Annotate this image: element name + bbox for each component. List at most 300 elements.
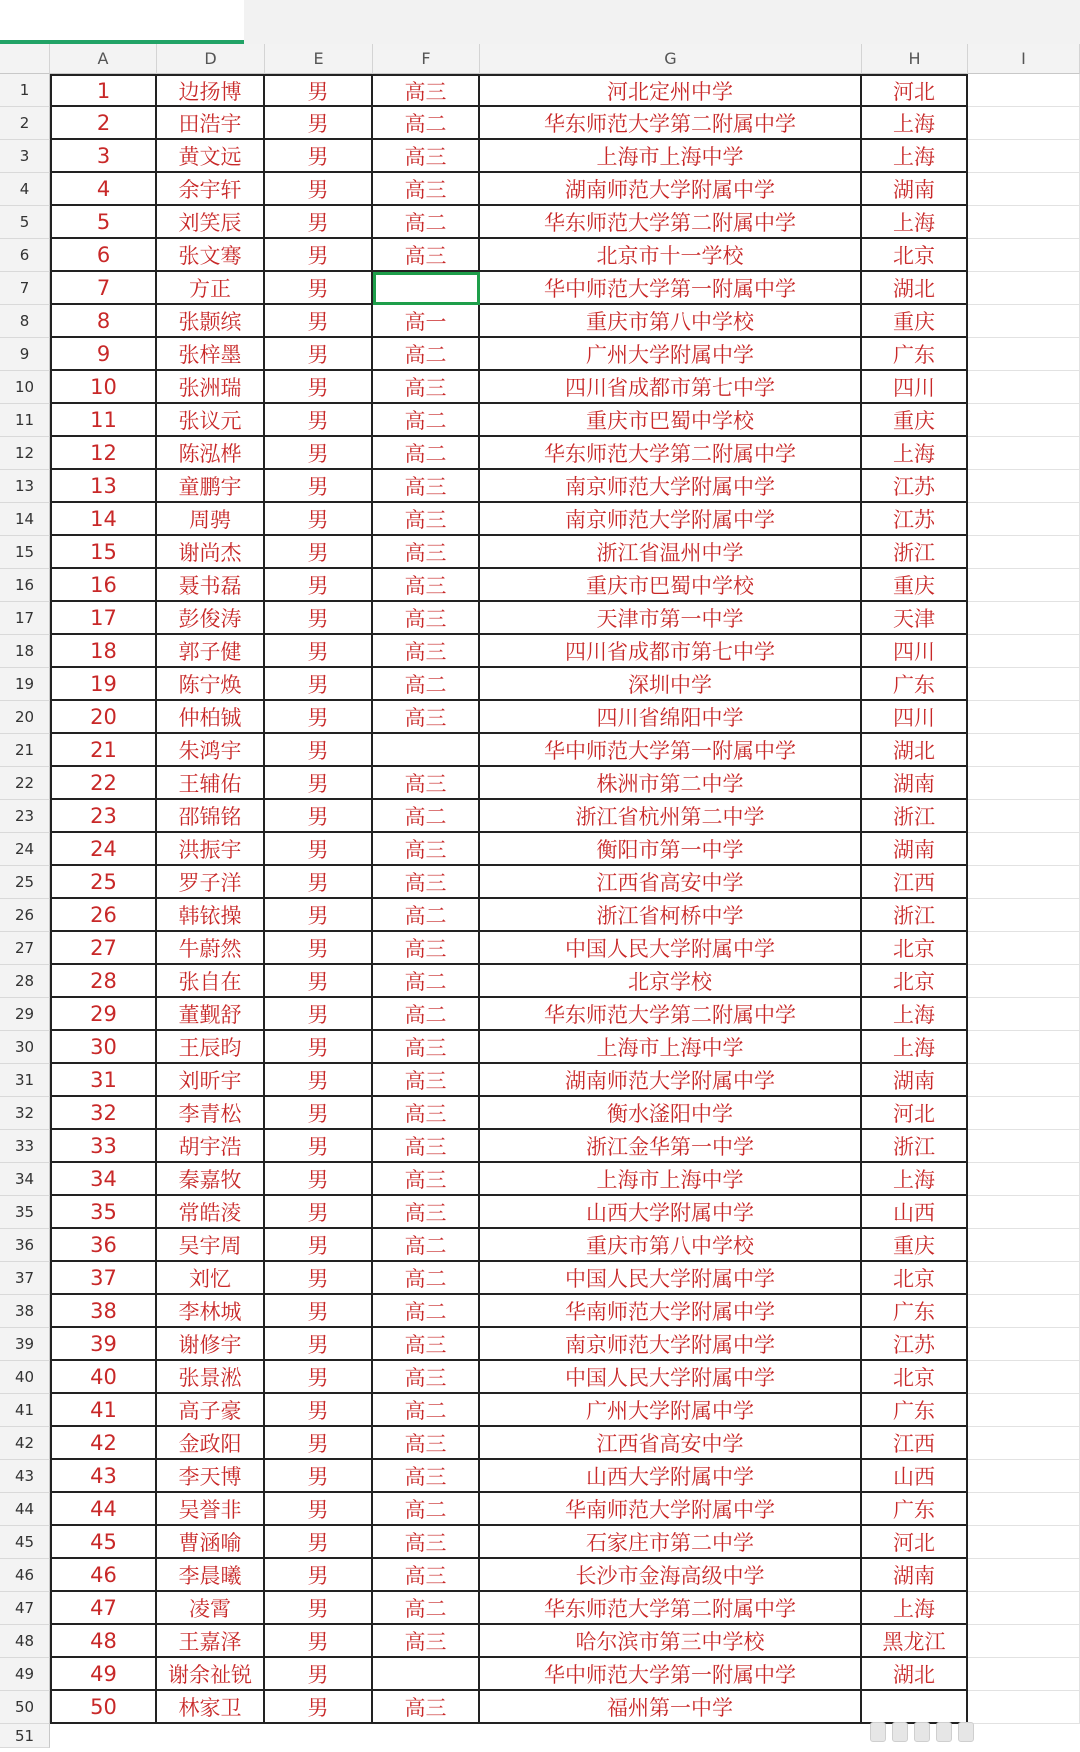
cell-name[interactable]: 李晨曦 (157, 1559, 265, 1592)
cell-gender[interactable]: 男 (265, 1592, 373, 1625)
cell-grade[interactable]: 高三 (373, 1526, 480, 1559)
cell-school[interactable]: 浙江省杭州第二中学 (480, 800, 862, 833)
cell-empty[interactable] (968, 767, 1080, 800)
cell-name[interactable]: 李青松 (157, 1097, 265, 1130)
cell-grade[interactable]: 高三 (373, 1559, 480, 1592)
select-all-corner[interactable] (0, 44, 50, 74)
cell-province[interactable]: 浙江 (862, 899, 968, 932)
row-header[interactable]: 41 (0, 1394, 50, 1427)
cell-grade[interactable]: 高二 (373, 107, 480, 140)
column-header-g[interactable]: G (480, 44, 862, 74)
row-header[interactable]: 10 (0, 371, 50, 404)
row-header[interactable]: 36 (0, 1229, 50, 1262)
cell-empty[interactable] (968, 1295, 1080, 1328)
cell-name[interactable]: 张议元 (157, 404, 265, 437)
cell-index[interactable]: 5 (50, 206, 157, 239)
row-header[interactable]: 14 (0, 503, 50, 536)
row-header[interactable]: 37 (0, 1262, 50, 1295)
cell-index[interactable]: 20 (50, 701, 157, 734)
cell-province[interactable]: 重庆 (862, 404, 968, 437)
cell-grade[interactable]: 高三 (373, 1163, 480, 1196)
cell-name[interactable]: 曹涵喻 (157, 1526, 265, 1559)
cell-name[interactable]: 董觐舒 (157, 998, 265, 1031)
cell-name[interactable]: 张梓墨 (157, 338, 265, 371)
row-header[interactable]: 35 (0, 1196, 50, 1229)
cell-index[interactable]: 50 (50, 1691, 157, 1724)
row-header[interactable]: 2 (0, 107, 50, 140)
cell-grade[interactable]: 高三 (373, 1130, 480, 1163)
cell-gender[interactable]: 男 (265, 668, 373, 701)
cell-grade[interactable] (373, 1658, 480, 1691)
cell-name[interactable]: 张文骞 (157, 239, 265, 272)
cell-province[interactable]: 上海 (862, 107, 968, 140)
row-header[interactable]: 34 (0, 1163, 50, 1196)
cell-gender[interactable]: 男 (265, 140, 373, 173)
row-header[interactable]: 11 (0, 404, 50, 437)
cell-school[interactable]: 重庆市第八中学校 (480, 1229, 862, 1262)
cell-grade[interactable]: 高三 (373, 1625, 480, 1658)
cell-empty[interactable] (968, 899, 1080, 932)
cell-index[interactable]: 17 (50, 602, 157, 635)
cell-grade[interactable]: 高三 (373, 1064, 480, 1097)
row-header[interactable]: 51 (0, 1724, 50, 1748)
cell-gender[interactable]: 男 (265, 1295, 373, 1328)
column-header-h[interactable]: H (862, 44, 968, 74)
cell-empty[interactable] (968, 470, 1080, 503)
cell-index[interactable]: 48 (50, 1625, 157, 1658)
cell-index[interactable]: 11 (50, 404, 157, 437)
cell-index[interactable]: 8 (50, 305, 157, 338)
cell-grade[interactable]: 高一 (373, 305, 480, 338)
cell-grade[interactable]: 高二 (373, 1295, 480, 1328)
cell-name[interactable]: 常皓淩 (157, 1196, 265, 1229)
cell-gender[interactable]: 男 (265, 800, 373, 833)
cell-name[interactable]: 王嘉泽 (157, 1625, 265, 1658)
cell-index[interactable]: 43 (50, 1460, 157, 1493)
cell-school[interactable]: 北京学校 (480, 965, 862, 998)
row-header[interactable]: 48 (0, 1625, 50, 1658)
cell-school[interactable]: 山西大学附属中学 (480, 1196, 862, 1229)
cell-gender[interactable]: 男 (265, 173, 373, 206)
cell-school[interactable]: 华南师范大学附属中学 (480, 1295, 862, 1328)
cell-province[interactable]: 天津 (862, 602, 968, 635)
cell-index[interactable]: 25 (50, 866, 157, 899)
cell-grade[interactable]: 高三 (373, 1031, 480, 1064)
cell-school[interactable]: 华中师范大学第一附属中学 (480, 734, 862, 767)
row-header[interactable]: 1 (0, 74, 50, 107)
cell-name[interactable]: 聂书磊 (157, 569, 265, 602)
cell-gender[interactable]: 男 (265, 1460, 373, 1493)
cell-name[interactable]: 周骋 (157, 503, 265, 536)
cell-school[interactable]: 衡阳市第一中学 (480, 833, 862, 866)
cell-name[interactable]: 吴宇周 (157, 1229, 265, 1262)
cell-grade[interactable]: 高二 (373, 1592, 480, 1625)
cell-gender[interactable]: 男 (265, 998, 373, 1031)
cell-index[interactable]: 4 (50, 173, 157, 206)
cell-name[interactable]: 王辰昀 (157, 1031, 265, 1064)
cell-school[interactable]: 华东师范大学第二附属中学 (480, 437, 862, 470)
cell-name[interactable]: 朱鸿宇 (157, 734, 265, 767)
row-header[interactable]: 15 (0, 536, 50, 569)
row-header[interactable]: 38 (0, 1295, 50, 1328)
row-header[interactable]: 49 (0, 1658, 50, 1691)
cell-empty[interactable] (968, 1460, 1080, 1493)
cell-name[interactable]: 罗子洋 (157, 866, 265, 899)
cell-grade[interactable]: 高三 (373, 1196, 480, 1229)
cell-grade[interactable] (373, 272, 480, 305)
cell-name[interactable]: 秦嘉牧 (157, 1163, 265, 1196)
cell-gender[interactable]: 男 (265, 1229, 373, 1262)
cell-gender[interactable]: 男 (265, 1691, 373, 1724)
cell-gender[interactable]: 男 (265, 1130, 373, 1163)
cell-empty[interactable] (968, 635, 1080, 668)
cell-gender[interactable]: 男 (265, 239, 373, 272)
cell-gender[interactable]: 男 (265, 767, 373, 800)
cell-school[interactable]: 北京市十一学校 (480, 239, 862, 272)
row-header[interactable]: 27 (0, 932, 50, 965)
cell-province[interactable]: 四川 (862, 371, 968, 404)
cell-empty[interactable] (968, 1361, 1080, 1394)
cell-index[interactable]: 39 (50, 1328, 157, 1361)
cell-empty[interactable] (968, 1526, 1080, 1559)
row-header[interactable]: 28 (0, 965, 50, 998)
cell-school[interactable]: 四川省成都市第七中学 (480, 635, 862, 668)
cell-grade[interactable]: 高三 (373, 833, 480, 866)
cell-empty[interactable] (968, 1427, 1080, 1460)
cell-province[interactable]: 北京 (862, 932, 968, 965)
cell-gender[interactable]: 男 (265, 1394, 373, 1427)
cell-school[interactable]: 南京师范大学附属中学 (480, 1328, 862, 1361)
cell-province[interactable]: 上海 (862, 1163, 968, 1196)
cell-school[interactable]: 南京师范大学附属中学 (480, 503, 862, 536)
cell-name[interactable]: 凌霄 (157, 1592, 265, 1625)
cell-school[interactable]: 湖南师范大学附属中学 (480, 173, 862, 206)
cell-index[interactable]: 23 (50, 800, 157, 833)
cell-index[interactable]: 29 (50, 998, 157, 1031)
cell-school[interactable]: 长沙市金海高级中学 (480, 1559, 862, 1592)
cell-province[interactable]: 广东 (862, 1493, 968, 1526)
cell-index[interactable]: 7 (50, 272, 157, 305)
cell-index[interactable]: 40 (50, 1361, 157, 1394)
row-header[interactable]: 21 (0, 734, 50, 767)
cell-empty[interactable] (968, 74, 1080, 107)
row-header[interactable]: 13 (0, 470, 50, 503)
cell-grade[interactable]: 高三 (373, 701, 480, 734)
cell-index[interactable]: 21 (50, 734, 157, 767)
row-header[interactable]: 7 (0, 272, 50, 305)
cell-empty[interactable] (968, 800, 1080, 833)
cell-name[interactable]: 方正 (157, 272, 265, 305)
cell-gender[interactable]: 男 (265, 866, 373, 899)
cell-province[interactable]: 湖南 (862, 173, 968, 206)
cell-gender[interactable]: 男 (265, 1526, 373, 1559)
cell-grade[interactable]: 高三 (373, 74, 480, 107)
cell-province[interactable]: 山西 (862, 1460, 968, 1493)
cell-province[interactable]: 上海 (862, 998, 968, 1031)
column-header-d[interactable]: D (157, 44, 265, 74)
cell-name[interactable]: 张颢缤 (157, 305, 265, 338)
cell-empty[interactable] (968, 272, 1080, 305)
cell-name[interactable]: 高子豪 (157, 1394, 265, 1427)
row-header[interactable]: 47 (0, 1592, 50, 1625)
cell-empty[interactable] (968, 1394, 1080, 1427)
cell-name[interactable]: 牛蔚然 (157, 932, 265, 965)
cell-grade[interactable]: 高二 (373, 899, 480, 932)
cell-name[interactable]: 彭俊涛 (157, 602, 265, 635)
cell-index[interactable]: 14 (50, 503, 157, 536)
cell-empty[interactable] (968, 1691, 1080, 1724)
cell-name[interactable]: 金政阳 (157, 1427, 265, 1460)
cell-gender[interactable]: 男 (265, 635, 373, 668)
cell-grade[interactable]: 高二 (373, 965, 480, 998)
row-header[interactable]: 18 (0, 635, 50, 668)
cell-empty[interactable] (968, 1064, 1080, 1097)
cell-gender[interactable]: 男 (265, 1658, 373, 1691)
cell-gender[interactable]: 男 (265, 932, 373, 965)
cell-gender[interactable]: 男 (265, 1361, 373, 1394)
cell-province[interactable]: 浙江 (862, 536, 968, 569)
row-header[interactable]: 44 (0, 1493, 50, 1526)
cell-province[interactable]: 上海 (862, 1592, 968, 1625)
cell-school[interactable]: 江西省高安中学 (480, 1427, 862, 1460)
cell-grade[interactable]: 高三 (373, 1691, 480, 1724)
cell-grade[interactable]: 高三 (373, 140, 480, 173)
cell-school[interactable]: 华东师范大学第二附属中学 (480, 998, 862, 1031)
cell-school[interactable]: 江西省高安中学 (480, 866, 862, 899)
cell-index[interactable]: 31 (50, 1064, 157, 1097)
cell-school[interactable]: 福州第一中学 (480, 1691, 862, 1724)
row-header[interactable]: 43 (0, 1460, 50, 1493)
row-header[interactable]: 22 (0, 767, 50, 800)
cell-empty[interactable] (968, 1559, 1080, 1592)
cell-empty[interactable] (968, 206, 1080, 239)
cell-grade[interactable]: 高三 (373, 1328, 480, 1361)
cell-name[interactable]: 韩铱操 (157, 899, 265, 932)
cell-school[interactable]: 浙江省柯桥中学 (480, 899, 862, 932)
cell-grade[interactable]: 高三 (373, 536, 480, 569)
cell-gender[interactable]: 男 (265, 1262, 373, 1295)
cell-province[interactable]: 北京 (862, 965, 968, 998)
cell-name[interactable]: 陈宁焕 (157, 668, 265, 701)
cell-index[interactable]: 13 (50, 470, 157, 503)
cell-gender[interactable]: 男 (265, 899, 373, 932)
cell-empty[interactable] (968, 305, 1080, 338)
cell-empty[interactable] (968, 140, 1080, 173)
cell-grade[interactable]: 高三 (373, 371, 480, 404)
cell-province[interactable]: 湖北 (862, 734, 968, 767)
cell-empty[interactable] (968, 1196, 1080, 1229)
cell-grade[interactable]: 高三 (373, 1097, 480, 1130)
cell-name[interactable]: 刘昕宇 (157, 1064, 265, 1097)
row-header[interactable]: 25 (0, 866, 50, 899)
cell-grade[interactable]: 高三 (373, 470, 480, 503)
cell-empty[interactable] (968, 1031, 1080, 1064)
row-header[interactable]: 19 (0, 668, 50, 701)
row-header[interactable]: 46 (0, 1559, 50, 1592)
cell-index[interactable]: 37 (50, 1262, 157, 1295)
cell-name[interactable]: 谢尚杰 (157, 536, 265, 569)
cell-province[interactable]: 浙江 (862, 800, 968, 833)
cell-index[interactable]: 26 (50, 899, 157, 932)
cell-name[interactable]: 张景淞 (157, 1361, 265, 1394)
cell-empty[interactable] (968, 107, 1080, 140)
cell-school[interactable]: 华东师范大学第二附属中学 (480, 107, 862, 140)
row-header[interactable]: 23 (0, 800, 50, 833)
row-header[interactable]: 20 (0, 701, 50, 734)
cell-school[interactable]: 上海市上海中学 (480, 1031, 862, 1064)
cell-empty[interactable] (968, 1493, 1080, 1526)
cell-school[interactable]: 上海市上海中学 (480, 140, 862, 173)
cell-gender[interactable]: 男 (265, 701, 373, 734)
cell-grade[interactable]: 高二 (373, 998, 480, 1031)
cell-name[interactable]: 吴誉非 (157, 1493, 265, 1526)
cell-index[interactable]: 3 (50, 140, 157, 173)
cell-province[interactable]: 江西 (862, 866, 968, 899)
cell-gender[interactable]: 男 (265, 404, 373, 437)
cell-index[interactable]: 46 (50, 1559, 157, 1592)
cell-grade[interactable]: 高二 (373, 404, 480, 437)
cell-name[interactable]: 张洲瑞 (157, 371, 265, 404)
cell-school[interactable]: 天津市第一中学 (480, 602, 862, 635)
cell-province[interactable]: 北京 (862, 1262, 968, 1295)
cell-name[interactable]: 邵锦铭 (157, 800, 265, 833)
cell-province[interactable]: 广东 (862, 668, 968, 701)
row-header[interactable]: 9 (0, 338, 50, 371)
cell-index[interactable]: 27 (50, 932, 157, 965)
cell-province[interactable]: 重庆 (862, 305, 968, 338)
row-header[interactable]: 8 (0, 305, 50, 338)
cell-name[interactable]: 童鹏宇 (157, 470, 265, 503)
column-header-e[interactable]: E (265, 44, 373, 74)
cell-province[interactable]: 河北 (862, 1097, 968, 1130)
cell-province[interactable]: 湖北 (862, 272, 968, 305)
cell-index[interactable]: 33 (50, 1130, 157, 1163)
cell-school[interactable]: 华东师范大学第二附属中学 (480, 1592, 862, 1625)
cell-name[interactable]: 洪振宇 (157, 833, 265, 866)
cell-grade[interactable]: 高三 (373, 569, 480, 602)
cell-index[interactable]: 18 (50, 635, 157, 668)
cell-school[interactable]: 华东师范大学第二附属中学 (480, 206, 862, 239)
cell-empty[interactable] (968, 239, 1080, 272)
cell-index[interactable]: 38 (50, 1295, 157, 1328)
cell-gender[interactable]: 男 (265, 503, 373, 536)
cell-school[interactable]: 浙江金华第一中学 (480, 1130, 862, 1163)
cell-grade[interactable]: 高三 (373, 503, 480, 536)
cell-grade[interactable]: 高三 (373, 767, 480, 800)
cell-school[interactable]: 广州大学附属中学 (480, 338, 862, 371)
cell-school[interactable]: 华中师范大学第一附属中学 (480, 272, 862, 305)
cell-school[interactable]: 四川省绵阳中学 (480, 701, 862, 734)
cell-province[interactable] (862, 1691, 968, 1724)
cell-name[interactable]: 陈泓桦 (157, 437, 265, 470)
cell-gender[interactable]: 男 (265, 1064, 373, 1097)
cell-name[interactable]: 田浩宇 (157, 107, 265, 140)
row-header[interactable]: 30 (0, 1031, 50, 1064)
cell-index[interactable]: 16 (50, 569, 157, 602)
cell-school[interactable]: 重庆市巴蜀中学校 (480, 569, 862, 602)
cell-province[interactable]: 四川 (862, 701, 968, 734)
cell-province[interactable]: 山西 (862, 1196, 968, 1229)
cell-empty[interactable] (968, 503, 1080, 536)
cell-index[interactable]: 15 (50, 536, 157, 569)
cell-empty[interactable] (968, 1625, 1080, 1658)
cell-school[interactable]: 四川省成都市第七中学 (480, 371, 862, 404)
cell-grade[interactable]: 高二 (373, 338, 480, 371)
cell-name[interactable]: 张自在 (157, 965, 265, 998)
cell-index[interactable]: 36 (50, 1229, 157, 1262)
cell-province[interactable]: 重庆 (862, 569, 968, 602)
cell-school[interactable]: 河北定州中学 (480, 74, 862, 107)
cell-province[interactable]: 上海 (862, 1031, 968, 1064)
cell-empty[interactable] (968, 668, 1080, 701)
cell-empty[interactable] (968, 1262, 1080, 1295)
cell-gender[interactable]: 男 (265, 569, 373, 602)
cell-gender[interactable]: 男 (265, 536, 373, 569)
cell-grade[interactable]: 高二 (373, 1394, 480, 1427)
cell-province[interactable]: 广东 (862, 1295, 968, 1328)
cell-name[interactable]: 刘笑辰 (157, 206, 265, 239)
cell-school[interactable]: 重庆市第八中学校 (480, 305, 862, 338)
cell-gender[interactable]: 男 (265, 305, 373, 338)
cell-province[interactable]: 黑龙江 (862, 1625, 968, 1658)
cell-school[interactable]: 广州大学附属中学 (480, 1394, 862, 1427)
cell-index[interactable]: 49 (50, 1658, 157, 1691)
row-header[interactable]: 42 (0, 1427, 50, 1460)
row-header[interactable]: 39 (0, 1328, 50, 1361)
cell-school[interactable]: 重庆市巴蜀中学校 (480, 404, 862, 437)
cell-gender[interactable]: 男 (265, 1427, 373, 1460)
cell-grade[interactable]: 高二 (373, 1493, 480, 1526)
row-header[interactable]: 26 (0, 899, 50, 932)
cell-index[interactable]: 44 (50, 1493, 157, 1526)
cell-index[interactable]: 9 (50, 338, 157, 371)
cell-name[interactable]: 李林城 (157, 1295, 265, 1328)
column-header-i[interactable]: I (968, 44, 1080, 74)
cell-index[interactable]: 1 (50, 74, 157, 107)
cell-province[interactable]: 广东 (862, 338, 968, 371)
row-header[interactable]: 17 (0, 602, 50, 635)
cell-grade[interactable]: 高三 (373, 239, 480, 272)
cell-name[interactable]: 刘忆 (157, 1262, 265, 1295)
cell-school[interactable]: 深圳中学 (480, 668, 862, 701)
cell-province[interactable]: 上海 (862, 140, 968, 173)
cell-index[interactable]: 34 (50, 1163, 157, 1196)
cell-gender[interactable]: 男 (265, 371, 373, 404)
cell-gender[interactable]: 男 (265, 833, 373, 866)
cell-grade[interactable]: 高三 (373, 602, 480, 635)
cell-province[interactable]: 江苏 (862, 503, 968, 536)
cell-empty[interactable] (968, 932, 1080, 965)
cell-index[interactable]: 2 (50, 107, 157, 140)
cell-gender[interactable]: 男 (265, 470, 373, 503)
cell-gender[interactable]: 男 (265, 1163, 373, 1196)
cell-grade[interactable]: 高三 (373, 866, 480, 899)
cell-index[interactable]: 47 (50, 1592, 157, 1625)
cell-grade[interactable]: 高三 (373, 1361, 480, 1394)
cell-province[interactable]: 北京 (862, 239, 968, 272)
cell-school[interactable]: 华中师范大学第一附属中学 (480, 1658, 862, 1691)
row-header[interactable]: 5 (0, 206, 50, 239)
cell-empty[interactable] (968, 371, 1080, 404)
cell-gender[interactable]: 男 (265, 1031, 373, 1064)
cell-school[interactable]: 中国人民大学附属中学 (480, 1262, 862, 1295)
cell-school[interactable]: 浙江省温州中学 (480, 536, 862, 569)
cell-school[interactable]: 衡水滏阳中学 (480, 1097, 862, 1130)
cell-empty[interactable] (968, 701, 1080, 734)
cell-index[interactable]: 10 (50, 371, 157, 404)
cell-empty[interactable] (968, 1130, 1080, 1163)
cell-school[interactable]: 中国人民大学附属中学 (480, 932, 862, 965)
